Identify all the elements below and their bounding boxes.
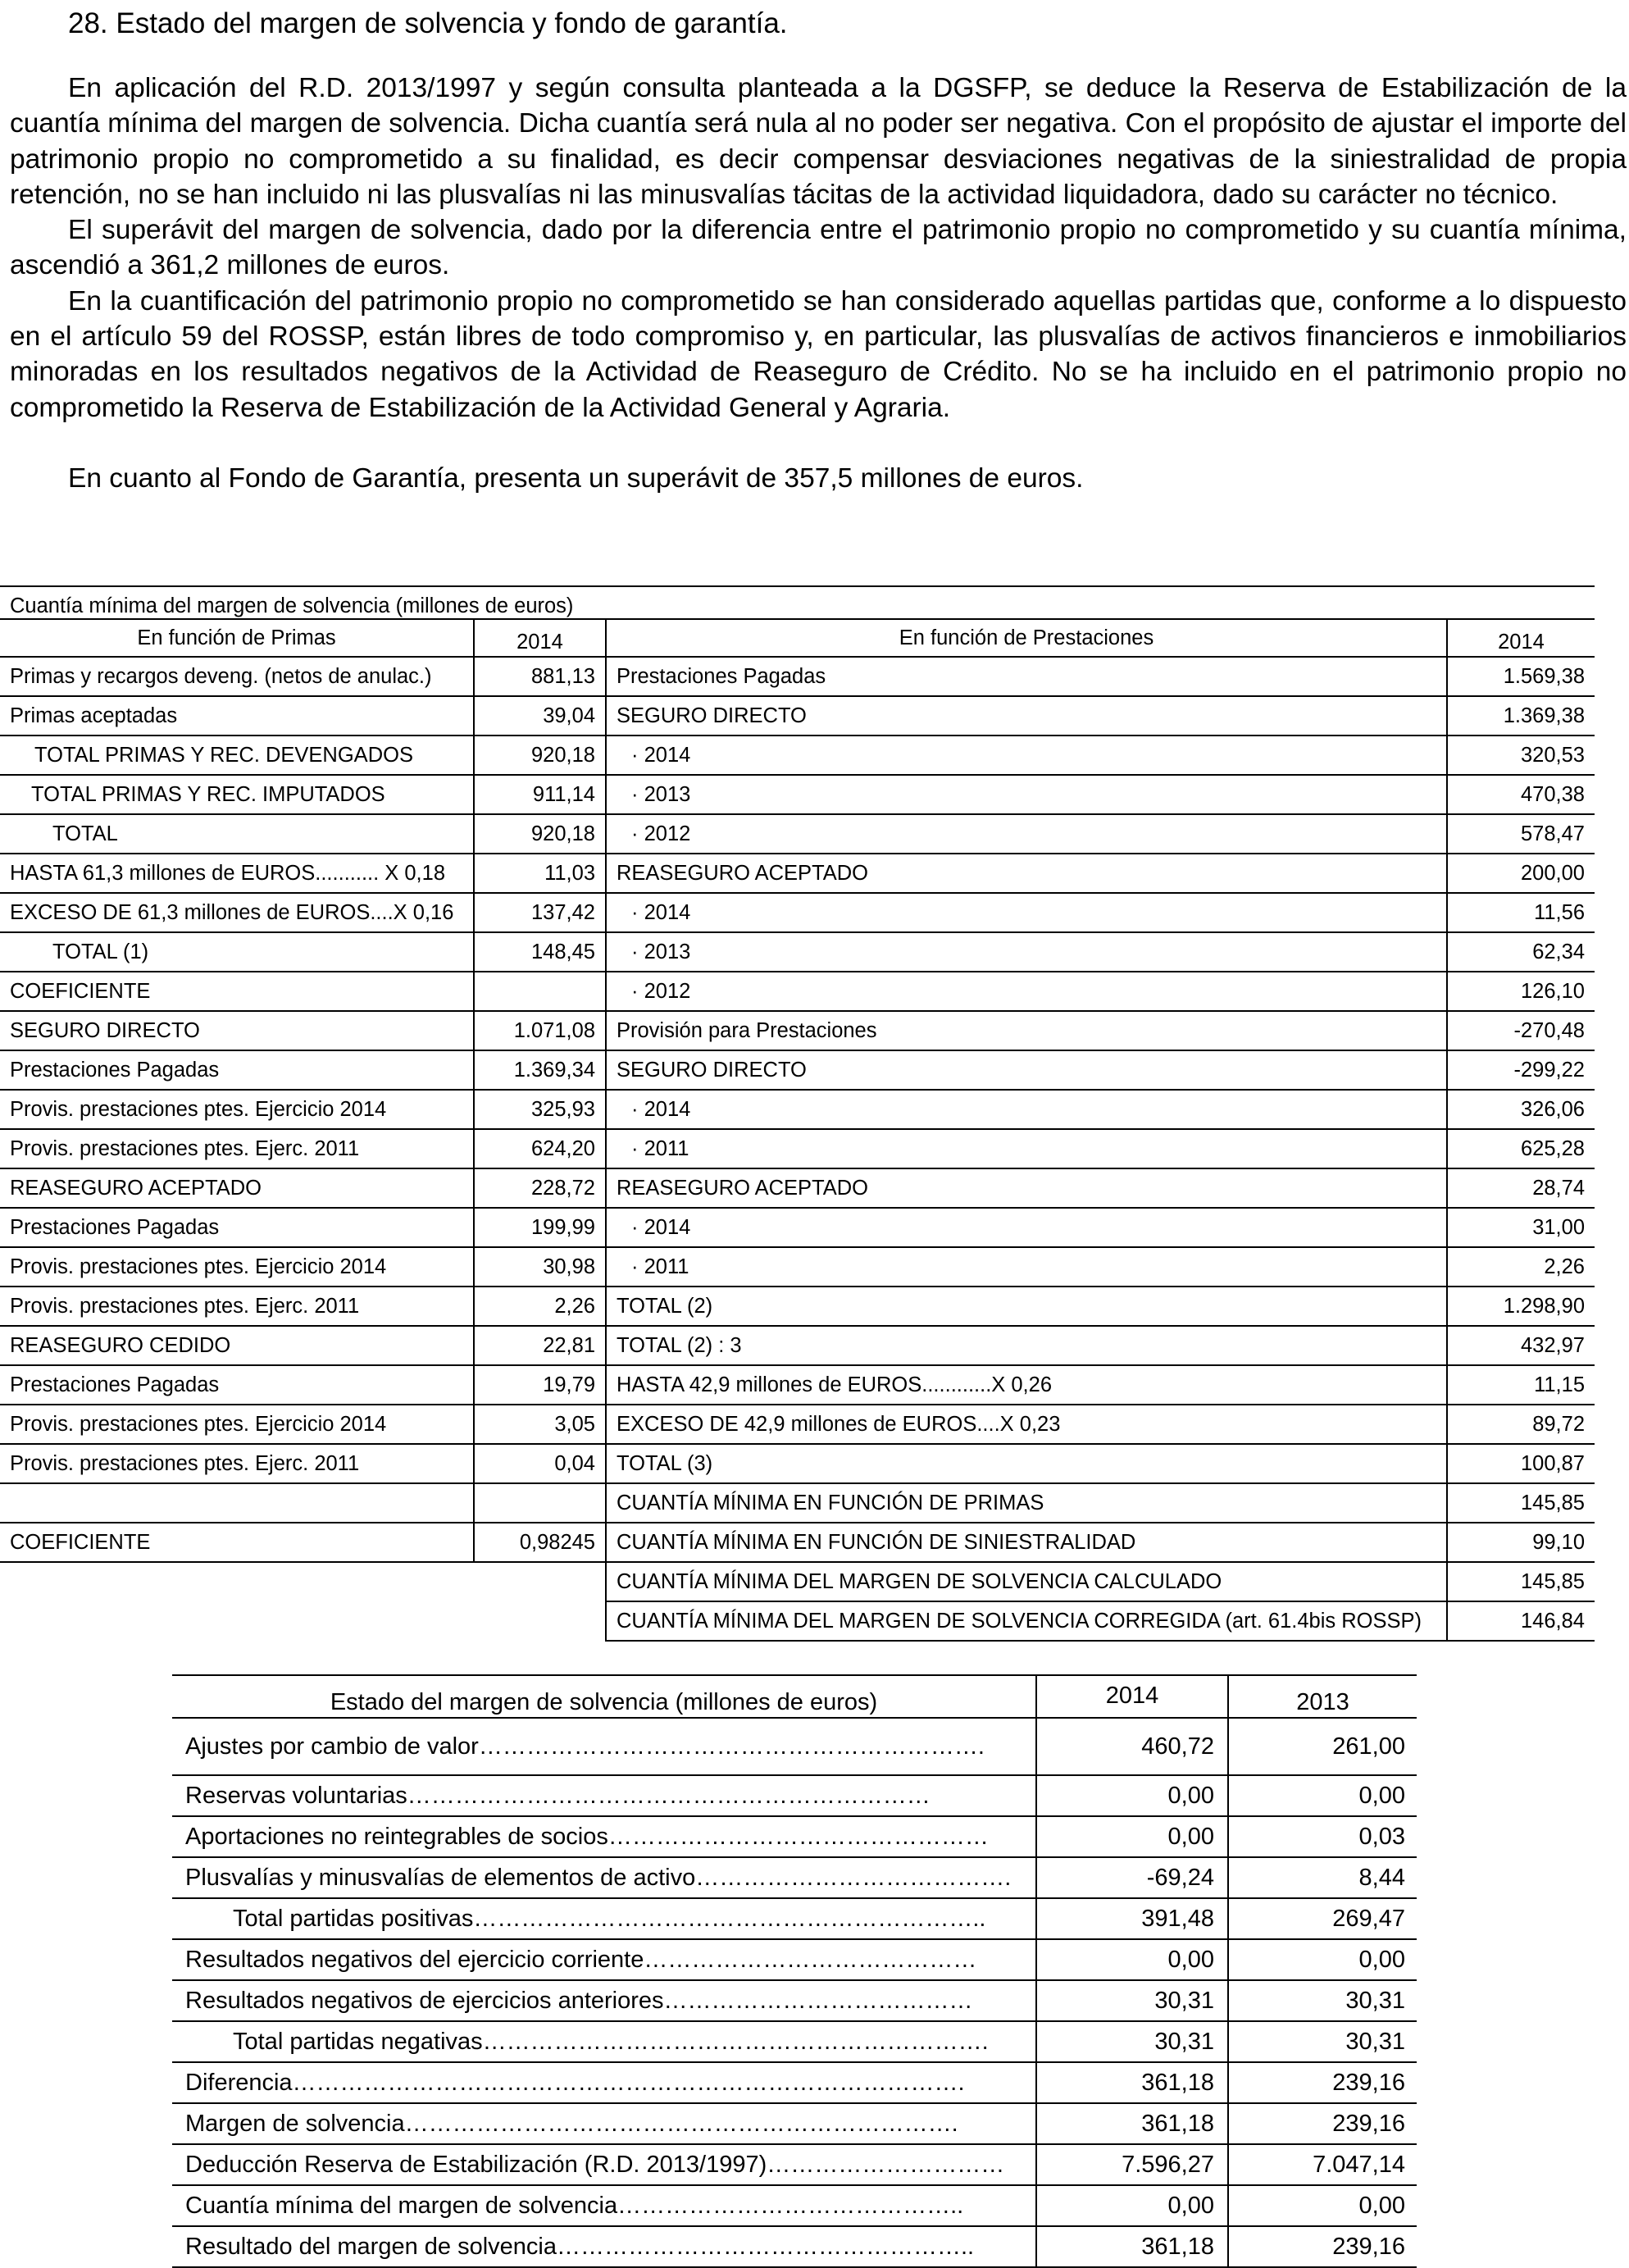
empty-cell <box>0 1563 475 1602</box>
premiums-label: HASTA 61,3 millones de EUROS........... X 0,18 <box>0 854 475 894</box>
table-header-row <box>0 620 1595 658</box>
claims-year-header: 2014 <box>1448 620 1595 658</box>
claims-value: 62,34 <box>1448 933 1595 972</box>
value-2013: 0,00 <box>1227 1776 1417 1815</box>
table-row <box>0 1445 1595 1484</box>
row-label: Resultado del margen de solvencia…………………………………………….. <box>185 2233 975 2260</box>
value-2014: 361,18 <box>1035 2104 1227 2143</box>
table-row <box>0 1130 1595 1169</box>
value-2013: 30,31 <box>1227 1981 1417 2020</box>
table-row <box>0 1012 1595 1051</box>
claims-label: REASEGURO ACEPTADO <box>605 1169 1448 1209</box>
row-label: Reservas voluntarias………………………………………………………… <box>185 1782 931 1809</box>
value-2013: 7.047,14 <box>1227 2145 1417 2184</box>
table-caption: Cuantía mínima del margen de solvencia (millones de euros) <box>0 587 1595 620</box>
claims-value: 89,72 <box>1448 1405 1595 1445</box>
table-row <box>0 854 1595 894</box>
claims-value: 2,26 <box>1448 1248 1595 1287</box>
value-2013: 30,31 <box>1227 2022 1417 2061</box>
premiums-label: TOTAL <box>0 815 475 854</box>
table-row <box>0 1248 1595 1287</box>
claims-label: · 2012 <box>605 815 1448 854</box>
solvency-margin-status-table <box>172 1674 1417 2268</box>
claims-label: · 2013 <box>605 776 1448 815</box>
claims-value: -299,22 <box>1448 1051 1595 1091</box>
table-title: Estado del margen de solvencia (millones de euros) <box>330 1688 878 1715</box>
table-row <box>172 2104 1417 2145</box>
table-row <box>0 1484 1595 1523</box>
premiums-value: 920,18 <box>475 815 605 854</box>
premiums-value: 137,42 <box>475 894 605 933</box>
claims-value: 28,74 <box>1448 1169 1595 1209</box>
claims-value: 432,97 <box>1448 1327 1595 1366</box>
table-row <box>0 776 1595 815</box>
claims-value: 126,10 <box>1448 972 1595 1012</box>
row-label: Margen de solvencia……………………………………………………………. <box>185 2110 958 2137</box>
table-row <box>0 894 1595 933</box>
claims-value: 1.369,38 <box>1448 697 1595 736</box>
claims-label: CUANTÍA MÍNIMA DEL MARGEN DE SOLVENCIA CALCULADO <box>605 1563 1448 1602</box>
claims-label: CUANTÍA MÍNIMA EN FUNCIÓN DE SINIESTRALIDAD <box>605 1523 1448 1563</box>
value-2013: 261,00 <box>1227 1719 1417 1774</box>
row-label: Total partidas negativas………………………………………………………. <box>233 2028 989 2055</box>
premiums-label: SEGURO DIRECTO <box>0 1012 475 1051</box>
table-row <box>0 1051 1595 1091</box>
premiums-label: Provis. prestaciones ptes. Ejercicio 2014 <box>0 1091 475 1130</box>
table-row <box>172 2227 1417 2268</box>
claims-header: En función de Prestaciones <box>605 620 1448 658</box>
row-label: Deducción Reserva de Estabilización (R.D. 2013/1997)………………………… <box>185 2151 1005 2178</box>
claims-label: TOTAL (2) : 3 <box>605 1327 1448 1366</box>
value-2014: -69,24 <box>1035 1858 1227 1897</box>
claims-label: · 2011 <box>605 1130 1448 1169</box>
premiums-value: 228,72 <box>475 1169 605 1209</box>
row-label: Resultados negativos de ejercicios anteriores………………………………… <box>185 1987 973 2014</box>
table-row <box>0 1327 1595 1366</box>
premiums-value: 0,04 <box>475 1445 605 1484</box>
row-label: Cuantía mínima del margen de solvencia…………………………………….. <box>185 2192 964 2219</box>
premiums-label: Prestaciones Pagadas <box>0 1051 475 1091</box>
premiums-label: COEFICIENTE <box>0 1523 475 1563</box>
table-row <box>172 1981 1417 2022</box>
value-2014: 0,00 <box>1035 1776 1227 1815</box>
value-2014: 391,48 <box>1035 1899 1227 1938</box>
claims-value: 31,00 <box>1448 1209 1595 1248</box>
claims-label: Prestaciones Pagadas <box>605 658 1448 697</box>
table-row <box>0 1287 1595 1327</box>
claims-label: CUANTÍA MÍNIMA DEL MARGEN DE SOLVENCIA CORREGIDA (art. 61.4bis ROSSP) <box>605 1602 1448 1642</box>
claims-label: · 2014 <box>605 1209 1448 1248</box>
table-row <box>172 2186 1417 2227</box>
table-row <box>0 1602 1595 1642</box>
premiums-label: EXCESO DE 61,3 millones de EUROS....X 0,16 <box>0 894 475 933</box>
table-header-row <box>172 1676 1417 1719</box>
claims-label: · 2012 <box>605 972 1448 1012</box>
premiums-value: 1.369,34 <box>475 1051 605 1091</box>
premiums-label: Provis. prestaciones ptes. Ejercicio 2014 <box>0 1405 475 1445</box>
premiums-header: En función de Primas <box>0 620 475 658</box>
claims-value: 145,85 <box>1448 1484 1595 1523</box>
value-2014: 30,31 <box>1035 2022 1227 2061</box>
value-2014: 0,00 <box>1035 1940 1227 1979</box>
premiums-value: 19,79 <box>475 1366 605 1405</box>
row-label: Aportaciones no reintegrables de socios………………………………………… <box>185 1823 989 1850</box>
premiums-label: Provis. prestaciones ptes. Ejerc. 2011 <box>0 1445 475 1484</box>
table-row <box>172 1817 1417 1858</box>
premiums-label: Prestaciones Pagadas <box>0 1366 475 1405</box>
table-row <box>0 933 1595 972</box>
claims-label: · 2013 <box>605 933 1448 972</box>
claims-value: 326,06 <box>1448 1091 1595 1130</box>
premiums-value: 39,04 <box>475 697 605 736</box>
premiums-value: 148,45 <box>475 933 605 972</box>
value-2013: 0,00 <box>1227 1940 1417 1979</box>
premiums-value: 3,05 <box>475 1405 605 1445</box>
premiums-year-header: 2014 <box>475 620 605 658</box>
paragraph: En cuanto al Fondo de Garantía, presenta un superávit de 357,5 millones de euros. <box>68 462 1084 494</box>
claims-label: · 2014 <box>605 736 1448 776</box>
value-2013: 0,03 <box>1227 1817 1417 1856</box>
claims-value: 200,00 <box>1448 854 1595 894</box>
paragraph: El superávit del margen de solvencia, dado por la diferencia entre el patrimonio propio no comprometido y su cuantía mínima, ascendió a 361,2 millones de euros. <box>10 215 1627 281</box>
table-row <box>172 1899 1417 1940</box>
minimum-solvency-table <box>0 585 1595 1642</box>
table-row <box>0 658 1595 697</box>
table-row <box>172 1858 1417 1899</box>
value-2013: 8,44 <box>1227 1858 1417 1897</box>
premiums-label: Provis. prestaciones ptes. Ejerc. 2011 <box>0 1130 475 1169</box>
premiums-label: Provis. prestaciones ptes. Ejercicio 2014 <box>0 1248 475 1287</box>
table-row <box>172 1776 1417 1817</box>
empty-cell <box>475 1563 605 1602</box>
year-2014-header: 2014 <box>1035 1676 1227 1717</box>
value-2013: 239,16 <box>1227 2063 1417 2102</box>
table-row <box>0 815 1595 854</box>
claims-label: SEGURO DIRECTO <box>605 697 1448 736</box>
premiums-label: Primas y recargos deveng. (netos de anulac.) <box>0 658 475 697</box>
row-label: Ajustes por cambio de valor………………………………………………………. <box>185 1733 985 1760</box>
table-row <box>0 1209 1595 1248</box>
value-2014: 0,00 <box>1035 2186 1227 2225</box>
premiums-value <box>475 972 605 1012</box>
table-row <box>172 1719 1417 1776</box>
value-2013: 269,47 <box>1227 1899 1417 1938</box>
table-row <box>0 1091 1595 1130</box>
value-2013: 239,16 <box>1227 2227 1417 2266</box>
value-2014: 460,72 <box>1035 1719 1227 1774</box>
premiums-label: Prestaciones Pagadas <box>0 1209 475 1248</box>
row-label: Resultados negativos del ejercicio corriente…………………………………… <box>185 1946 977 1973</box>
claims-value: 1.298,90 <box>1448 1287 1595 1327</box>
premiums-value: 2,26 <box>475 1287 605 1327</box>
value-2014: 361,18 <box>1035 2227 1227 2266</box>
claims-value: 11,15 <box>1448 1366 1595 1405</box>
premiums-label: Provis. prestaciones ptes. Ejerc. 2011 <box>0 1287 475 1327</box>
empty-cell <box>0 1602 475 1642</box>
year-2013-header: 2013 <box>1227 1676 1417 1717</box>
row-label: Plusvalías y minusvalías de elementos de activo…………………………………. <box>185 1864 1012 1891</box>
premiums-value: 1.071,08 <box>475 1012 605 1051</box>
premiums-value <box>475 1484 605 1523</box>
premiums-value: 911,14 <box>475 776 605 815</box>
claims-value: 99,10 <box>1448 1523 1595 1563</box>
empty-cell <box>475 1602 605 1642</box>
claims-label: REASEGURO ACEPTADO <box>605 854 1448 894</box>
table-row <box>172 2022 1417 2063</box>
value-2014: 30,31 <box>1035 1981 1227 2020</box>
table-row <box>172 1940 1417 1981</box>
table-row <box>0 1563 1595 1602</box>
premiums-value: 199,99 <box>475 1209 605 1248</box>
premiums-value: 22,81 <box>475 1327 605 1366</box>
premiums-value: 325,93 <box>475 1091 605 1130</box>
claims-label: SEGURO DIRECTO <box>605 1051 1448 1091</box>
table-row <box>0 697 1595 736</box>
claims-value: 470,38 <box>1448 776 1595 815</box>
claims-value: -270,48 <box>1448 1012 1595 1051</box>
claims-value: 146,84 <box>1448 1602 1595 1642</box>
table-row <box>0 1366 1595 1405</box>
premiums-value: 881,13 <box>475 658 605 697</box>
intro-text <box>10 71 1627 496</box>
paragraph: En aplicación del R.D. 2013/1997 y según consulta planteada a la DGSFP, se deduce la Reserva de Estabilización de la cuantía mínima del margen de solvencia. Dicha cuantía será nula al no poder ser negativa. Con el propósito de ajustar el importe del patrimonio propio no comprometido a su finalidad, es decir compensar desviaciones negativas de la siniestralidad de propia retención, no se han incluido ni las plusvalías ni las minusvalías tácitas de la actividad liquidadora, dado su carácter no técnico. <box>10 73 1627 210</box>
premiums-label: TOTAL PRIMAS Y REC. DEVENGADOS <box>0 736 475 776</box>
premiums-value: 11,03 <box>475 854 605 894</box>
premiums-label: TOTAL (1) <box>0 933 475 972</box>
claims-value: 578,47 <box>1448 815 1595 854</box>
claims-label: · 2014 <box>605 894 1448 933</box>
claims-label: HASTA 42,9 millones de EUROS............X 0,26 <box>605 1366 1448 1405</box>
table-row <box>172 2145 1417 2186</box>
premiums-label: REASEGURO CEDIDO <box>0 1327 475 1366</box>
premiums-value: 0,98245 <box>475 1523 605 1563</box>
claims-label: Provisión para Prestaciones <box>605 1012 1448 1051</box>
table-row <box>0 736 1595 776</box>
table-row <box>0 972 1595 1012</box>
section-heading: 28. Estado del margen de solvencia y fondo de garantía. <box>68 7 788 39</box>
claims-label: CUANTÍA MÍNIMA EN FUNCIÓN DE PRIMAS <box>605 1484 1448 1523</box>
premiums-label: COEFICIENTE <box>0 972 475 1012</box>
row-label: Total partidas positivas……………………………………………………….. <box>233 1905 986 1932</box>
value-2013: 0,00 <box>1227 2186 1417 2225</box>
table-row <box>0 1405 1595 1445</box>
premiums-label: Primas aceptadas <box>0 697 475 736</box>
claims-label: · 2014 <box>605 1091 1448 1130</box>
premiums-value: 920,18 <box>475 736 605 776</box>
value-2013: 239,16 <box>1227 2104 1417 2143</box>
claims-label: TOTAL (3) <box>605 1445 1448 1484</box>
paragraph: En la cuantificación del patrimonio propio no comprometido se han considerado aquellas partidas que, conforme a lo dispuesto en el artículo 59 del ROSSP, están libres de todo compromiso y, en particular, las plusvalías de activos financieros e inmobiliarios minoradas en los resultados negativos de la Actividad de Reaseguro de Crédito. No se ha incluido en el patrimonio propio no comprometido la Reserva de Estabilización de la Actividad General y Agraria. <box>10 285 1627 423</box>
claims-value: 11,56 <box>1448 894 1595 933</box>
row-label: Diferencia…………………………………………………………………………. <box>185 2069 965 2096</box>
claims-label: EXCESO DE 42,9 millones de EUROS....X 0,23 <box>605 1405 1448 1445</box>
premiums-label: TOTAL PRIMAS Y REC. IMPUTADOS <box>0 776 475 815</box>
claims-value: 1.569,38 <box>1448 658 1595 697</box>
premiums-value: 624,20 <box>475 1130 605 1169</box>
claims-label: TOTAL (2) <box>605 1287 1448 1327</box>
claims-value: 145,85 <box>1448 1563 1595 1602</box>
value-2014: 361,18 <box>1035 2063 1227 2102</box>
claims-value: 320,53 <box>1448 736 1595 776</box>
claims-value: 625,28 <box>1448 1130 1595 1169</box>
table-row <box>172 2063 1417 2104</box>
table-row <box>0 1523 1595 1563</box>
claims-value: 100,87 <box>1448 1445 1595 1484</box>
value-2014: 0,00 <box>1035 1817 1227 1856</box>
claims-label: · 2011 <box>605 1248 1448 1287</box>
premiums-label <box>0 1484 475 1523</box>
value-2014: 7.596,27 <box>1035 2145 1227 2184</box>
premiums-label: REASEGURO ACEPTADO <box>0 1169 475 1209</box>
premiums-value: 30,98 <box>475 1248 605 1287</box>
table-row <box>0 1169 1595 1209</box>
